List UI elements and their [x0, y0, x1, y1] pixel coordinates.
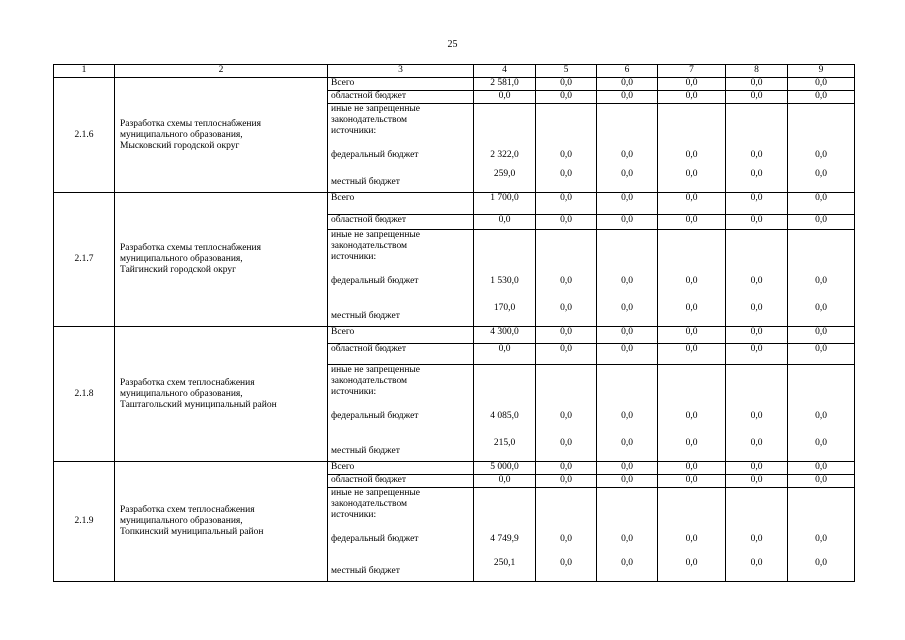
federal-value: 0,0 — [685, 534, 698, 544]
local-value: 0,0 — [560, 558, 572, 568]
local-value: 0,0 — [685, 303, 698, 313]
other-value-cell — [788, 104, 855, 193]
other-value-cell — [726, 365, 788, 462]
total-value: 0,0 — [788, 193, 855, 215]
total-value: 0,0 — [726, 78, 788, 91]
item-name-line: муниципального образования, — [120, 129, 243, 140]
source-regional-label: областной бюджет — [328, 475, 474, 488]
regional-value: 0,0 — [658, 344, 726, 365]
local-value: 215,0 — [493, 438, 516, 448]
item-code: 2.1.6 — [54, 78, 115, 193]
regional-value: 0,0 — [788, 91, 855, 104]
source-other-label: источники: — [331, 510, 377, 520]
source-other-label: источники: — [331, 387, 377, 397]
local-value: 0,0 — [621, 303, 633, 313]
local-value: 0,0 — [560, 303, 572, 313]
source-federal-label: федеральный бюджет — [331, 276, 419, 286]
regional-value: 0,0 — [788, 475, 855, 488]
regional-value: 0,0 — [597, 475, 658, 488]
header-cell: 4 — [474, 65, 536, 78]
source-federal-label: федеральный бюджет — [331, 411, 419, 421]
federal-value: 4 749,9 — [490, 534, 519, 544]
total-value: 0,0 — [536, 327, 597, 344]
header-cell: 1 — [54, 65, 115, 78]
other-value-cell — [788, 488, 855, 582]
source-regional-label: областной бюджет — [328, 215, 474, 230]
item-name-line: Тайгинский городской округ — [120, 265, 236, 275]
source-other-block — [328, 230, 474, 327]
source-other-block — [328, 365, 474, 462]
table-row — [54, 462, 855, 475]
header-cell: 8 — [726, 65, 788, 78]
total-value: 0,0 — [597, 193, 658, 215]
total-value: 0,0 — [658, 327, 726, 344]
federal-value: 0,0 — [621, 534, 633, 544]
source-total-label: Всего — [328, 193, 474, 215]
total-value: 0,0 — [788, 327, 855, 344]
other-value-cell — [597, 365, 658, 462]
total-value: 1 700,0 — [474, 193, 536, 215]
local-value: 250,1 — [493, 558, 516, 568]
source-other-block — [328, 104, 474, 193]
federal-value: 1 530,0 — [490, 276, 519, 286]
regional-value: 0,0 — [788, 344, 855, 365]
federal-value: 4 085,0 — [490, 411, 519, 421]
federal-value: 0,0 — [750, 150, 763, 160]
total-value: 0,0 — [726, 327, 788, 344]
regional-value: 0,0 — [726, 215, 788, 230]
other-value-cell — [597, 230, 658, 327]
source-other-label: законодательством — [331, 376, 408, 386]
header-cell: 9 — [788, 65, 855, 78]
item-name-line: муниципального образования, — [120, 516, 243, 526]
source-regional-label: областной бюджет — [328, 91, 474, 104]
regional-value: 0,0 — [658, 215, 726, 230]
item-name-line: Разработка схем теплоснабжения — [120, 505, 255, 515]
federal-value: 0,0 — [685, 411, 698, 421]
other-value-cell — [658, 104, 726, 193]
table-row — [54, 78, 855, 91]
federal-value: 0,0 — [621, 276, 633, 286]
source-local-label: местный бюджет — [331, 566, 400, 576]
local-value: 0,0 — [750, 303, 763, 313]
local-value: 0,0 — [621, 169, 633, 179]
source-total-label: Всего — [328, 78, 474, 91]
regional-value: 0,0 — [536, 475, 597, 488]
regional-value: 0,0 — [788, 215, 855, 230]
total-value: 4 300,0 — [474, 327, 536, 344]
regional-value: 0,0 — [726, 91, 788, 104]
budget-table — [53, 64, 855, 582]
regional-value: 0,0 — [597, 91, 658, 104]
other-value-cell — [536, 230, 597, 327]
total-value: 0,0 — [536, 462, 597, 475]
item-name-line: Разработка схемы теплоснабжения — [120, 243, 261, 253]
regional-value: 0,0 — [474, 475, 536, 488]
federal-value: 0,0 — [815, 411, 827, 421]
regional-value: 0,0 — [474, 215, 536, 230]
item-name-line: муниципального образования, — [120, 254, 243, 264]
regional-value: 0,0 — [536, 215, 597, 230]
item-name — [115, 78, 328, 193]
source-other-label: иные не запрещенные — [331, 488, 421, 498]
other-value-cell — [658, 230, 726, 327]
source-other-label: источники: — [331, 126, 377, 136]
federal-value: 0,0 — [560, 534, 572, 544]
local-value: 0,0 — [560, 438, 572, 448]
source-other-label: законодательством — [331, 241, 408, 251]
header-cell: 7 — [658, 65, 726, 78]
other-value-cell — [474, 230, 536, 327]
federal-value: 0,0 — [560, 150, 572, 160]
regional-value: 0,0 — [658, 475, 726, 488]
regional-value: 0,0 — [474, 344, 536, 365]
item-name-line: Топкинский муниципальный район — [120, 527, 264, 537]
source-local-label: местный бюджет — [331, 311, 400, 321]
other-value-cell — [788, 365, 855, 462]
total-value: 0,0 — [597, 462, 658, 475]
local-value: 0,0 — [750, 438, 763, 448]
source-total-label: Всего — [328, 462, 474, 475]
total-value: 2 581,0 — [474, 78, 536, 91]
local-value: 0,0 — [815, 558, 827, 568]
source-local-label: местный бюджет — [331, 177, 400, 187]
local-value: 0,0 — [621, 558, 633, 568]
total-value: 0,0 — [597, 78, 658, 91]
other-value-cell — [726, 230, 788, 327]
item-name-line: Разработка схем теплоснабжения — [120, 377, 255, 388]
federal-value: 0,0 — [685, 276, 698, 286]
source-federal-label: федеральный бюджет — [331, 150, 419, 160]
local-value: 0,0 — [750, 558, 763, 568]
source-total-label: Всего — [328, 327, 474, 344]
local-value: 0,0 — [621, 438, 633, 448]
source-local-label: местный бюджет — [331, 446, 400, 456]
federal-value: 0,0 — [621, 150, 633, 160]
item-name-line: Мысковский городской округ — [120, 140, 240, 151]
other-value-cell — [726, 104, 788, 193]
local-value: 259,0 — [493, 169, 516, 179]
other-value-cell — [658, 488, 726, 582]
regional-value: 0,0 — [474, 91, 536, 104]
federal-value: 0,0 — [621, 411, 633, 421]
total-value: 0,0 — [597, 327, 658, 344]
other-value-cell — [474, 488, 536, 582]
other-value-cell — [536, 488, 597, 582]
local-value: 0,0 — [750, 169, 763, 179]
table-row — [54, 327, 855, 344]
item-code: 2.1.7 — [54, 193, 115, 327]
total-value: 0,0 — [658, 462, 726, 475]
regional-value: 0,0 — [536, 344, 597, 365]
regional-value: 0,0 — [658, 91, 726, 104]
other-value-cell — [597, 488, 658, 582]
item-name-line: Таштагольский муниципальный район — [120, 399, 277, 410]
regional-value: 0,0 — [597, 344, 658, 365]
federal-value: 0,0 — [560, 276, 572, 286]
regional-value: 0,0 — [726, 475, 788, 488]
federal-value: 0,0 — [750, 411, 763, 421]
page-number: 25 — [447, 39, 458, 50]
regional-value: 0,0 — [726, 344, 788, 365]
source-regional-label: областной бюджет — [328, 344, 474, 365]
header-cell: 5 — [536, 65, 597, 78]
item-name-line: муниципального образования, — [120, 388, 243, 399]
source-other-block — [328, 488, 474, 582]
table-row — [54, 193, 855, 215]
local-value: 0,0 — [815, 169, 827, 179]
local-value: 0,0 — [815, 438, 827, 448]
header-cell: 6 — [597, 65, 658, 78]
regional-value: 0,0 — [536, 91, 597, 104]
local-value: 0,0 — [815, 303, 827, 313]
source-federal-label: федеральный бюджет — [331, 534, 419, 544]
federal-value: 0,0 — [815, 150, 827, 160]
item-code: 2.1.9 — [54, 462, 115, 582]
federal-value: 2 322,0 — [490, 150, 519, 160]
item-code: 2.1.8 — [54, 327, 115, 462]
federal-value: 0,0 — [685, 150, 698, 160]
federal-value: 0,0 — [560, 411, 572, 421]
header-row — [54, 65, 855, 78]
federal-value: 0,0 — [815, 534, 827, 544]
total-value: 5 000,0 — [474, 462, 536, 475]
total-value: 0,0 — [726, 462, 788, 475]
local-value: 0,0 — [685, 438, 698, 448]
local-value: 0,0 — [560, 169, 572, 179]
source-other-label: иные не запрещенные — [331, 104, 421, 114]
total-value: 0,0 — [536, 78, 597, 91]
local-value: 0,0 — [685, 169, 698, 179]
source-other-label: законодательством — [331, 499, 408, 509]
source-other-label: иные не запрещенные — [331, 365, 421, 375]
local-value: 0,0 — [685, 558, 698, 568]
total-value: 0,0 — [658, 193, 726, 215]
item-name-line: Разработка схемы теплоснабжения — [120, 118, 261, 129]
total-value: 0,0 — [788, 462, 855, 475]
total-value: 0,0 — [536, 193, 597, 215]
other-value-cell — [474, 365, 536, 462]
local-value: 170,0 — [493, 303, 516, 313]
regional-value: 0,0 — [597, 215, 658, 230]
source-other-label: иные не запрещенные — [331, 230, 421, 240]
header-cell: 2 — [115, 65, 328, 78]
item-name — [115, 462, 328, 582]
other-value-cell — [474, 104, 536, 193]
federal-value: 0,0 — [750, 534, 763, 544]
total-value: 0,0 — [788, 78, 855, 91]
total-value: 0,0 — [658, 78, 726, 91]
federal-value: 0,0 — [750, 276, 763, 286]
federal-value: 0,0 — [815, 276, 827, 286]
other-value-cell — [597, 104, 658, 193]
item-name — [115, 193, 328, 327]
other-value-cell — [536, 104, 597, 193]
other-value-cell — [788, 230, 855, 327]
total-value: 0,0 — [726, 193, 788, 215]
item-name — [115, 327, 328, 462]
source-other-label: источники: — [331, 252, 377, 262]
header-cell: 3 — [328, 65, 474, 78]
source-other-label: законодательством — [331, 115, 408, 125]
other-value-cell — [658, 365, 726, 462]
other-value-cell — [726, 488, 788, 582]
other-value-cell — [536, 365, 597, 462]
